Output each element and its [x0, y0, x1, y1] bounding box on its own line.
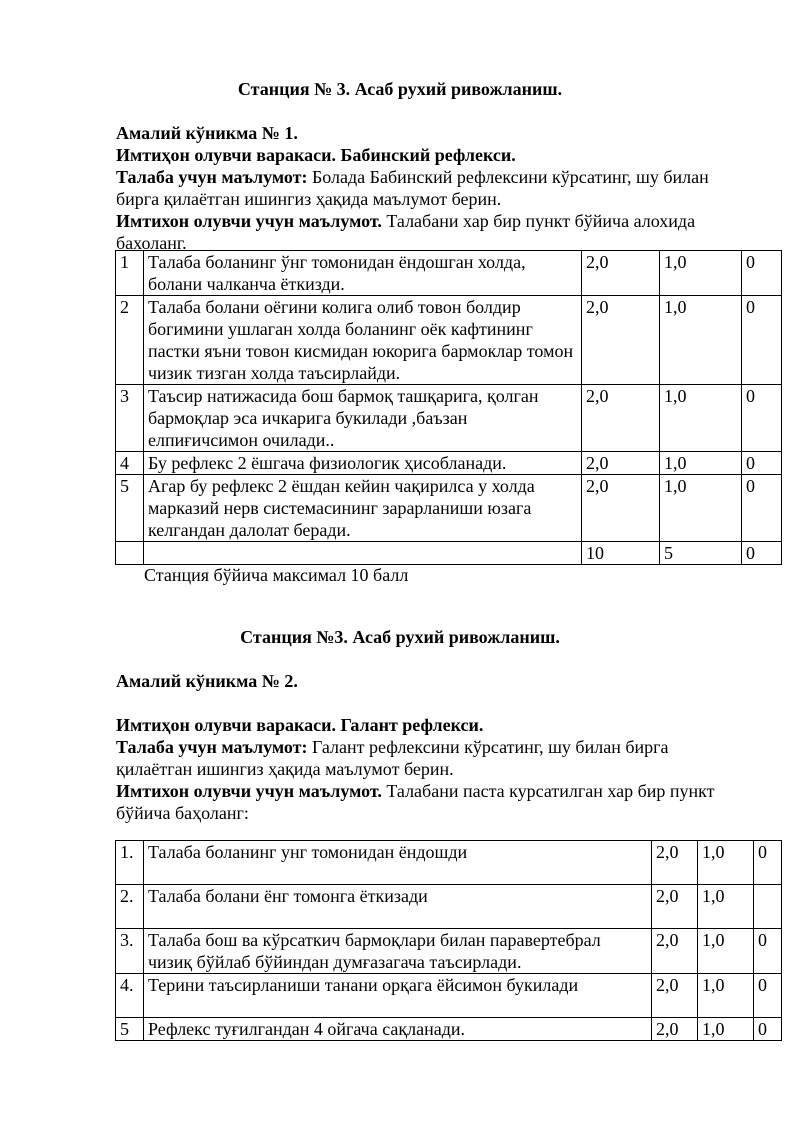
section2-examiner-info	[116, 780, 716, 824]
score-partial-cell: 1,0	[660, 385, 742, 452]
score-max-cell: 2,0	[582, 475, 660, 542]
section2-title: Станция №3. Асаб рухий ривожланиш.	[240, 627, 560, 647]
table-row	[116, 385, 782, 452]
score-partial-cell: 1,0	[660, 475, 742, 542]
criterion-cell: Талаба бош ва кўрсаткич бармоқлари билан паравертебрал чизиқ бўйлаб бўйиндан думғазагача таъсирлади.	[144, 929, 652, 974]
score-zero-cell: 0	[742, 542, 782, 565]
score-zero-cell: 0	[742, 475, 782, 542]
row-number-cell: 4.	[116, 974, 144, 1018]
table-row	[116, 251, 782, 296]
score-zero-cell: 0	[754, 974, 782, 1018]
babinski-score-table	[115, 250, 782, 565]
score-max-cell: 2,0	[652, 974, 698, 1018]
section1-student-label: Талаба учун маълумот:	[116, 167, 308, 187]
score-max-cell: 2,0	[652, 929, 698, 974]
row-number-cell: 5	[116, 475, 144, 542]
section2-sheet-text: Имтиҳон олувчи варакаси. Галант рефлекси.	[116, 715, 484, 735]
score-max-cell: 2,0	[582, 452, 660, 475]
table-row	[116, 296, 782, 385]
section2-student-label: Талаба учун маълумот:	[116, 737, 308, 757]
section1-examiner-label: Имтихон олувчи учун маълумот.	[116, 211, 382, 231]
table-row	[116, 1018, 782, 1041]
row-number-cell: 1.	[116, 841, 144, 885]
row-number-cell: 4	[116, 452, 144, 475]
score-zero-cell: 0	[742, 251, 782, 296]
table-row	[116, 841, 782, 885]
row-number-cell: 2	[116, 296, 144, 385]
section1-max-score-note: Станция бўйича максимал 10 балл	[144, 565, 409, 585]
section2-examiner-text: Талабани паста курсатилган хар бир пункт бўйича баҳоланг:	[116, 781, 715, 823]
criterion-cell: Талаба боланинг ўнг томонидан ёндошган холда, болани чалканча ёткизди.	[144, 251, 582, 296]
score-zero-cell: 0	[754, 1018, 782, 1041]
section2-student-text: Галант рефлексини кўрсатинг, шу билан бирга қилаётган ишингиз ҳақида маълумот берин.	[116, 737, 669, 779]
score-max-cell: 2,0	[652, 1018, 698, 1041]
section2-skill	[116, 670, 716, 692]
section1-student-text: Болада Бабинский рефлексини кўрсатинг, шу билан бирга қилаётган ишингиз ҳақида маълумот берин.	[116, 167, 709, 209]
criterion-cell: Агар бу рефлекс 2 ёшдан кейин чақирилса у холда марказий нерв системасининг зарарланиши юзага келгандан далолат беради.	[144, 475, 582, 542]
score-zero-cell: 0	[742, 296, 782, 385]
section1-student-info	[116, 166, 716, 210]
score-partial-cell: 5	[660, 542, 742, 565]
score-zero-cell	[754, 885, 782, 929]
row-number-cell: 1	[116, 251, 144, 296]
score-zero-cell: 0	[754, 929, 782, 974]
score-max-cell: 2,0	[582, 296, 660, 385]
row-number-cell	[116, 542, 144, 565]
row-number-cell: 5	[116, 1018, 144, 1041]
section1-skill-text: Амалий кўникма № 1.	[116, 123, 298, 143]
section2-skill-text: Амалий кўникма № 2.	[116, 671, 298, 691]
score-max-cell: 2,0	[652, 841, 698, 885]
criterion-cell: Терини таъсирланиши танани орқага ёйсимон букилади	[144, 974, 652, 1018]
criterion-cell: Рефлекс туғилгандан 4 ойгача сақланади.	[144, 1018, 652, 1041]
criterion-cell: Талаба болани оёгини колига олиб товон болдир богимини ушлаган холда боланинг оёк кафтининг пастки яъни товон кисмидан юкорига бармоклар томон чизик тизган холда таъсирлайди.	[144, 296, 582, 385]
table-row	[116, 542, 782, 565]
row-number-cell: 3	[116, 385, 144, 452]
section1-examiner-text: Талабани хар бир пункт бўйича алохида бахоланг.	[116, 211, 696, 253]
galant-score-table	[115, 840, 782, 1041]
score-partial-cell: 1,0	[698, 929, 754, 974]
criterion-cell	[144, 542, 582, 565]
section1-sheet	[116, 144, 716, 166]
section1-skill	[116, 122, 716, 144]
score-partial-cell: 1,0	[660, 296, 742, 385]
section2-sheet	[116, 714, 716, 736]
score-max-cell: 2,0	[582, 385, 660, 452]
criterion-cell: Таъсир натижасида бош бармоқ ташқарига, қолган бармоқлар эса ичкарига букилади ,баъзан елпиғичсимон очилади..	[144, 385, 582, 452]
table-row	[116, 929, 782, 974]
table-row	[116, 452, 782, 475]
section1-sheet-text: Имтиҳон олувчи варакаси. Бабинский рефлекси.	[116, 145, 516, 165]
table-row	[116, 475, 782, 542]
row-number-cell: 2.	[116, 885, 144, 929]
section1-title: Станция № 3. Асаб рухий ривожланиш.	[237, 79, 563, 99]
score-max-cell: 10	[582, 542, 660, 565]
row-number-cell: 3.	[116, 929, 144, 974]
score-max-cell: 2,0	[652, 885, 698, 929]
section1-examiner-info	[116, 210, 716, 254]
score-partial-cell: 1,0	[698, 885, 754, 929]
section2-student-info	[116, 736, 716, 780]
criterion-cell: Талаба болани ёнг томонга ёткизади	[144, 885, 652, 929]
table-row	[116, 974, 782, 1018]
score-partial-cell: 1,0	[698, 1018, 754, 1041]
section2-examiner-label: Имтихон олувчи учун маълумот.	[116, 781, 382, 801]
score-zero-cell: 0	[754, 841, 782, 885]
criterion-cell: Бу рефлекс 2 ёшгача физиологик ҳисобланади.	[144, 452, 582, 475]
score-zero-cell: 0	[742, 452, 782, 475]
table-row	[116, 885, 782, 929]
score-max-cell: 2,0	[582, 251, 660, 296]
score-zero-cell: 0	[742, 385, 782, 452]
score-partial-cell: 1,0	[698, 841, 754, 885]
score-partial-cell: 1,0	[698, 974, 754, 1018]
score-partial-cell: 1,0	[660, 251, 742, 296]
score-partial-cell: 1,0	[660, 452, 742, 475]
criterion-cell: Талаба боланинг унг томонидан ёндошди	[144, 841, 652, 885]
